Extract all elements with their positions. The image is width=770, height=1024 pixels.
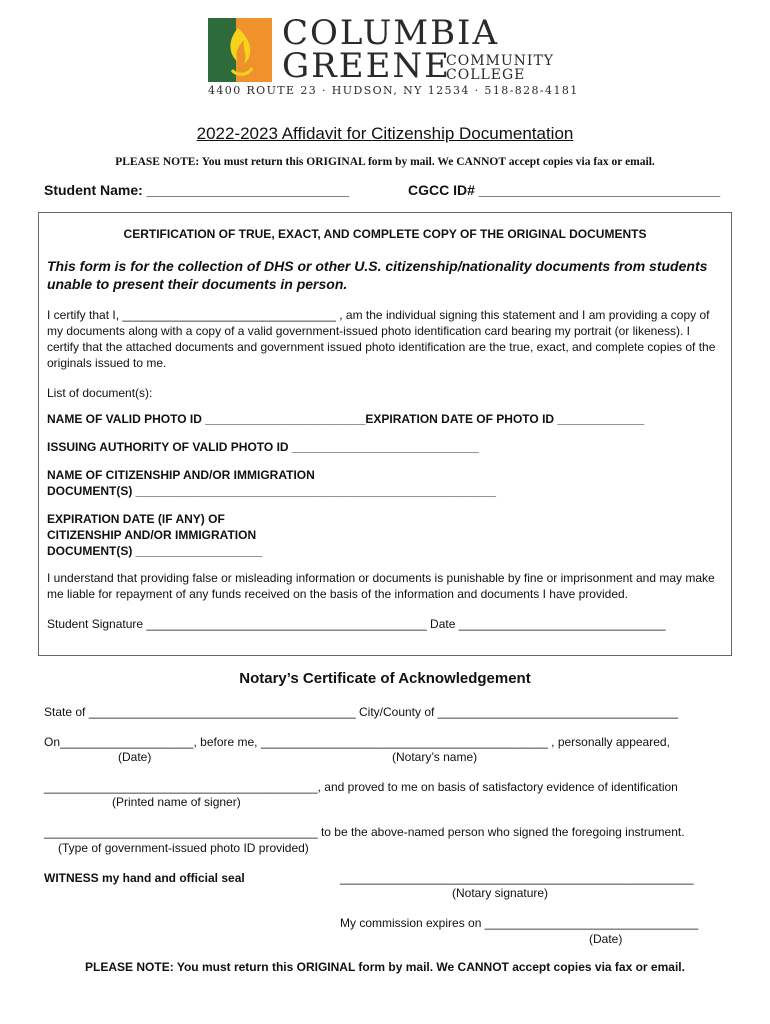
certification-lead: This form is for the collection of DHS or other U.S. citizenship/nationality documents from students unable to present their documents in person.	[47, 258, 708, 292]
printed-name-caption: (Printed name of signer)	[112, 795, 241, 809]
logo-name-greene: GREENE	[282, 46, 451, 86]
notary-heading: Notary’s Certificate of Acknowledgement	[239, 670, 531, 687]
notary-signature-field[interactable]: _____________________________________________________	[340, 871, 694, 885]
certification-box	[38, 212, 732, 656]
understand-statement: I understand that providing false or misleading information or documents is punishable by fine or imprisonment and may make me liable for repayment of any funds received on the basis of the information and documents I have provided.	[47, 571, 715, 601]
certify-statement: I certify that I, ________________________________ , am the individual signing this statement and I am providing a copy of my documents along with a copy of a valid government-issued photo identification card bearing my portrait (or likeness). I certify that the attached documents and government issued photo identification are the true, exact, and complete copies of the originals issued to me.	[47, 308, 716, 370]
state-county-field[interactable]: State of ________________________________________ City/County of ____________________________________	[44, 705, 678, 719]
photo-id-type-caption: (Type of government-issued photo ID provided)	[58, 841, 309, 855]
logo-name-columbia: COLUMBIA	[282, 13, 500, 53]
document-list-label: List of document(s):	[47, 386, 153, 400]
signer-name-field[interactable]: _________________________________________, and proved to me on basis of satisfactory evidence of identification	[44, 780, 678, 794]
photo-id-type-field[interactable]: _________________________________________ to be the above-named person who signed the foregoing instrument.	[44, 825, 685, 839]
flame-logo-icon	[208, 18, 272, 82]
photo-id-field[interactable]: NAME OF VALID PHOTO ID ________________________EXPIRATION DATE OF PHOTO ID _____________	[47, 412, 645, 426]
commission-expiry-field[interactable]: My commission expires on ________________________________	[340, 916, 699, 930]
expiration-doc-field[interactable]: DOCUMENT(S) ___________________	[47, 544, 263, 558]
citizenship-doc-field[interactable]: DOCUMENT(S) ______________________________________________________	[47, 484, 497, 498]
certification-heading: CERTIFICATION OF TRUE, EXACT, AND COMPLETE COPY OF THE ORIGINAL DOCUMENTS	[123, 227, 647, 241]
expiration-label-2: CITIZENSHIP AND/OR IMMIGRATION	[47, 528, 257, 542]
citizenship-doc-label: NAME OF CITIZENSHIP AND/OR IMMIGRATION	[47, 468, 315, 482]
appearance-date-field[interactable]: On____________________, before me, ___________________________________________ , personally appeared,	[44, 735, 670, 749]
issuing-authority-field[interactable]: ISSUING AUTHORITY OF VALID PHOTO ID ____________________________	[47, 440, 479, 454]
student-name-field[interactable]: Student Name: __________________________	[44, 182, 350, 198]
notary-name-caption: (Notary’s name)	[392, 750, 478, 764]
expiration-label-1: EXPIRATION DATE (IF ANY) OF	[47, 512, 225, 526]
witness-label: WITNESS my hand and official seal	[44, 871, 245, 885]
student-signature-field[interactable]: Student Signature __________________________________________ Date _______________________________	[47, 617, 666, 631]
college-logo	[208, 13, 579, 100]
college-address: 4400 ROUTE 23 · HUDSON, NY 12534 · 518-828-4181	[208, 84, 579, 97]
notary-signature-caption: (Notary signature)	[452, 886, 549, 900]
date-caption: (Date)	[118, 750, 152, 764]
cgcc-id-field[interactable]: CGCC ID# _______________________________	[408, 182, 721, 198]
note-bottom: PLEASE NOTE: You must return this ORIGINAL form by mail. We CANNOT accept copies via fax or email.	[85, 960, 685, 974]
logo-sub-college: COLLEGE	[446, 67, 526, 83]
form-title: 2022-2023 Affidavit for Citizenship Documentation	[196, 124, 574, 143]
commission-date-caption: (Date)	[589, 932, 623, 946]
logo-sub-community: COMMUNITY	[446, 53, 555, 69]
note-top: PLEASE NOTE: You must return this ORIGINAL form by mail. We CANNOT accept copies via fax or email.	[115, 156, 655, 168]
